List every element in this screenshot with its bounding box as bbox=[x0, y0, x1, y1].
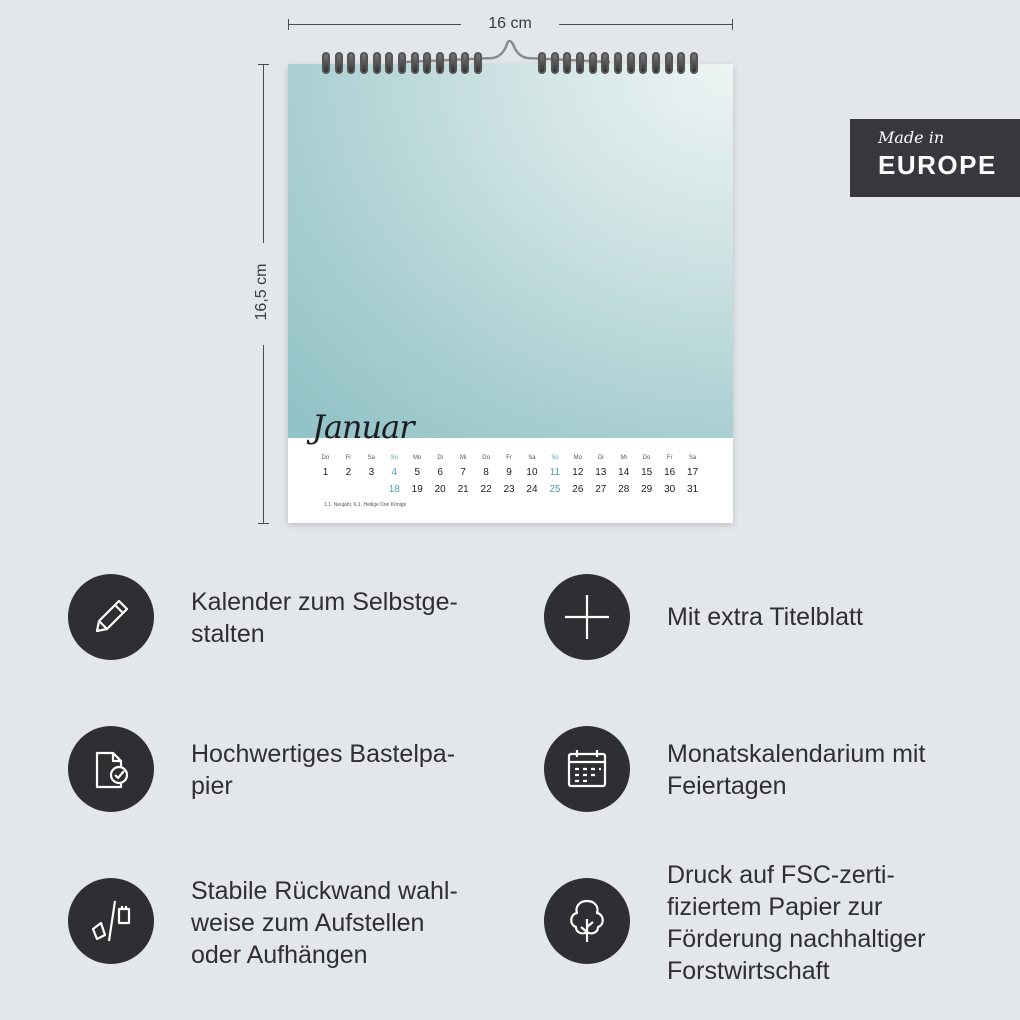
spiral-loop bbox=[411, 52, 419, 74]
calendar-preview bbox=[288, 64, 733, 523]
calendar-weekday: Di bbox=[437, 455, 444, 461]
feature-text-5: Stabile Rückwand wahl- weise zum Aufstellen oder Aufhängen bbox=[191, 877, 458, 969]
calendar-weekday: Mo bbox=[413, 455, 422, 461]
calendar-day: 11 bbox=[549, 467, 561, 478]
height-dimension-label: 16,5 cm bbox=[253, 263, 270, 321]
spiral-loop bbox=[423, 52, 431, 74]
calendar-day: 12 bbox=[572, 467, 584, 478]
width-dimension-line-right bbox=[559, 24, 732, 25]
spiral-loop bbox=[347, 52, 355, 74]
calendar-weekday: Sa bbox=[688, 455, 697, 461]
calendar-weekday: Do bbox=[482, 455, 490, 461]
calendar-day: 3 bbox=[368, 467, 375, 478]
calendar-day: 10 bbox=[526, 467, 538, 478]
calendar-weekday: Fr bbox=[666, 455, 673, 461]
calendar-weekday: Mo bbox=[573, 455, 583, 461]
feature-text-1: Kalender zum Selbstge- stalten bbox=[191, 588, 458, 648]
calendar-day: 7 bbox=[460, 467, 466, 478]
calendar-day: 21 bbox=[457, 484, 469, 495]
calendar-day: 23 bbox=[503, 484, 515, 495]
spiral-loop bbox=[436, 52, 444, 74]
width-dimension-tick-right bbox=[732, 19, 733, 30]
calendar-day: 13 bbox=[595, 467, 607, 478]
calendar-weekday: So bbox=[551, 455, 559, 461]
badge-line1: Made in bbox=[878, 128, 945, 147]
calendar-weekday: Do bbox=[321, 455, 330, 461]
plus-icon bbox=[544, 574, 630, 660]
calendar-day bbox=[704, 464, 727, 481]
spiral-binding-left bbox=[322, 52, 482, 74]
spiral-loop bbox=[538, 52, 546, 74]
calendar-day: 16 bbox=[664, 467, 676, 478]
calendar-weekday: So bbox=[390, 455, 398, 461]
calendar-weekday: Sa bbox=[528, 455, 536, 461]
calendar-weekday: Mi bbox=[459, 455, 467, 461]
calendar-icon bbox=[544, 726, 630, 812]
made-in-europe-badge bbox=[850, 119, 1020, 197]
calendar-day: 2 bbox=[345, 467, 352, 478]
calendar-day: 28 bbox=[618, 484, 630, 495]
spiral-loop bbox=[449, 52, 457, 74]
calendar-weekday: Do bbox=[642, 455, 651, 461]
width-dimension-line-left bbox=[289, 24, 461, 25]
calendar-day: 30 bbox=[664, 484, 676, 495]
spiral-loop bbox=[551, 52, 559, 74]
calendar-weekday: Fr bbox=[506, 455, 512, 461]
calendar-day bbox=[314, 481, 337, 498]
paper-check-icon bbox=[68, 726, 154, 812]
feature-text-6: Druck auf FSC-zerti- fiziertem Papier zur Förderung nachhaltiger Forstwirtschaft bbox=[667, 861, 926, 985]
calendar-holidays-note: 1.1. Neujahr, 6.1. Heilige Drei Könige bbox=[324, 502, 407, 508]
spiral-loop bbox=[373, 52, 381, 74]
calendar-day: 25 bbox=[549, 484, 561, 495]
calendar-weekday: Di bbox=[597, 455, 604, 461]
spiral-loop bbox=[639, 52, 647, 74]
spiral-loop bbox=[563, 52, 571, 74]
spiral-loop bbox=[461, 52, 469, 74]
calendar-day: 24 bbox=[526, 484, 538, 495]
spiral-loop bbox=[677, 52, 685, 74]
spiral-loop bbox=[474, 52, 482, 74]
calendar-day: 8 bbox=[483, 467, 489, 478]
calendar-day bbox=[337, 481, 360, 498]
width-dimension-tick-left bbox=[288, 19, 289, 30]
height-dimension-tick-bottom bbox=[258, 523, 269, 524]
calendar-day bbox=[360, 481, 383, 498]
spiral-loop bbox=[322, 52, 330, 74]
calendar-day: 17 bbox=[687, 467, 699, 478]
calendar-day: 4 bbox=[391, 467, 398, 478]
calendar-day: 26 bbox=[572, 484, 584, 495]
spiral-loop bbox=[601, 52, 609, 74]
spiral-loop bbox=[614, 52, 622, 74]
feature-text-3: Hochwertiges Bastelpa- pier bbox=[191, 740, 456, 800]
height-dimension-tick-top bbox=[258, 64, 269, 65]
spiral-loop bbox=[360, 52, 368, 74]
spiral-loop bbox=[652, 52, 660, 74]
calendar-date-grid bbox=[314, 452, 727, 498]
feature-text-2: Mit extra Titelblatt bbox=[667, 603, 863, 631]
spiral-loop bbox=[665, 52, 673, 74]
pencil-icon bbox=[68, 574, 154, 660]
calendar-day: 18 bbox=[388, 484, 400, 495]
height-dimension-line-bottom bbox=[263, 345, 264, 523]
calendar-day: 22 bbox=[480, 484, 492, 495]
badge-line2: EUROPE bbox=[878, 150, 997, 180]
stand-hang-icon bbox=[68, 878, 154, 964]
spiral-loop bbox=[576, 52, 584, 74]
calendar-day: 19 bbox=[411, 484, 423, 495]
height-dimension-line-top bbox=[263, 65, 264, 243]
spiral-binding-right bbox=[538, 52, 698, 74]
calendar-day: 27 bbox=[595, 484, 607, 495]
tree-icon bbox=[544, 878, 630, 964]
spiral-loop bbox=[627, 52, 635, 74]
calendar-weekday: Sa bbox=[367, 455, 376, 461]
feature-text-4: Monatskalendarium mit Feiertagen bbox=[667, 740, 926, 800]
spiral-loop bbox=[690, 52, 698, 74]
calendar-month-title: Januar bbox=[312, 408, 414, 446]
calendar-day: 20 bbox=[434, 484, 446, 495]
calendar-day: 5 bbox=[414, 467, 421, 478]
calendar-day: 14 bbox=[618, 467, 630, 478]
calendar-day: 15 bbox=[641, 467, 653, 478]
calendar-weekday: Fr bbox=[345, 455, 352, 461]
calendar-day: 9 bbox=[506, 467, 512, 478]
calendar-day bbox=[704, 481, 727, 498]
calendar-day: 29 bbox=[641, 484, 653, 495]
calendar-day: 31 bbox=[687, 484, 699, 495]
spiral-loop bbox=[335, 52, 343, 74]
spiral-loop bbox=[398, 52, 406, 74]
spiral-loop bbox=[385, 52, 393, 74]
calendar-day: 6 bbox=[437, 467, 443, 478]
calendar-weekday: Mi bbox=[620, 455, 627, 461]
width-dimension-label: 16 cm bbox=[488, 15, 532, 32]
calendar-day: 1 bbox=[322, 467, 329, 478]
spiral-loop bbox=[589, 52, 597, 74]
calendar-photo-area bbox=[288, 64, 733, 438]
